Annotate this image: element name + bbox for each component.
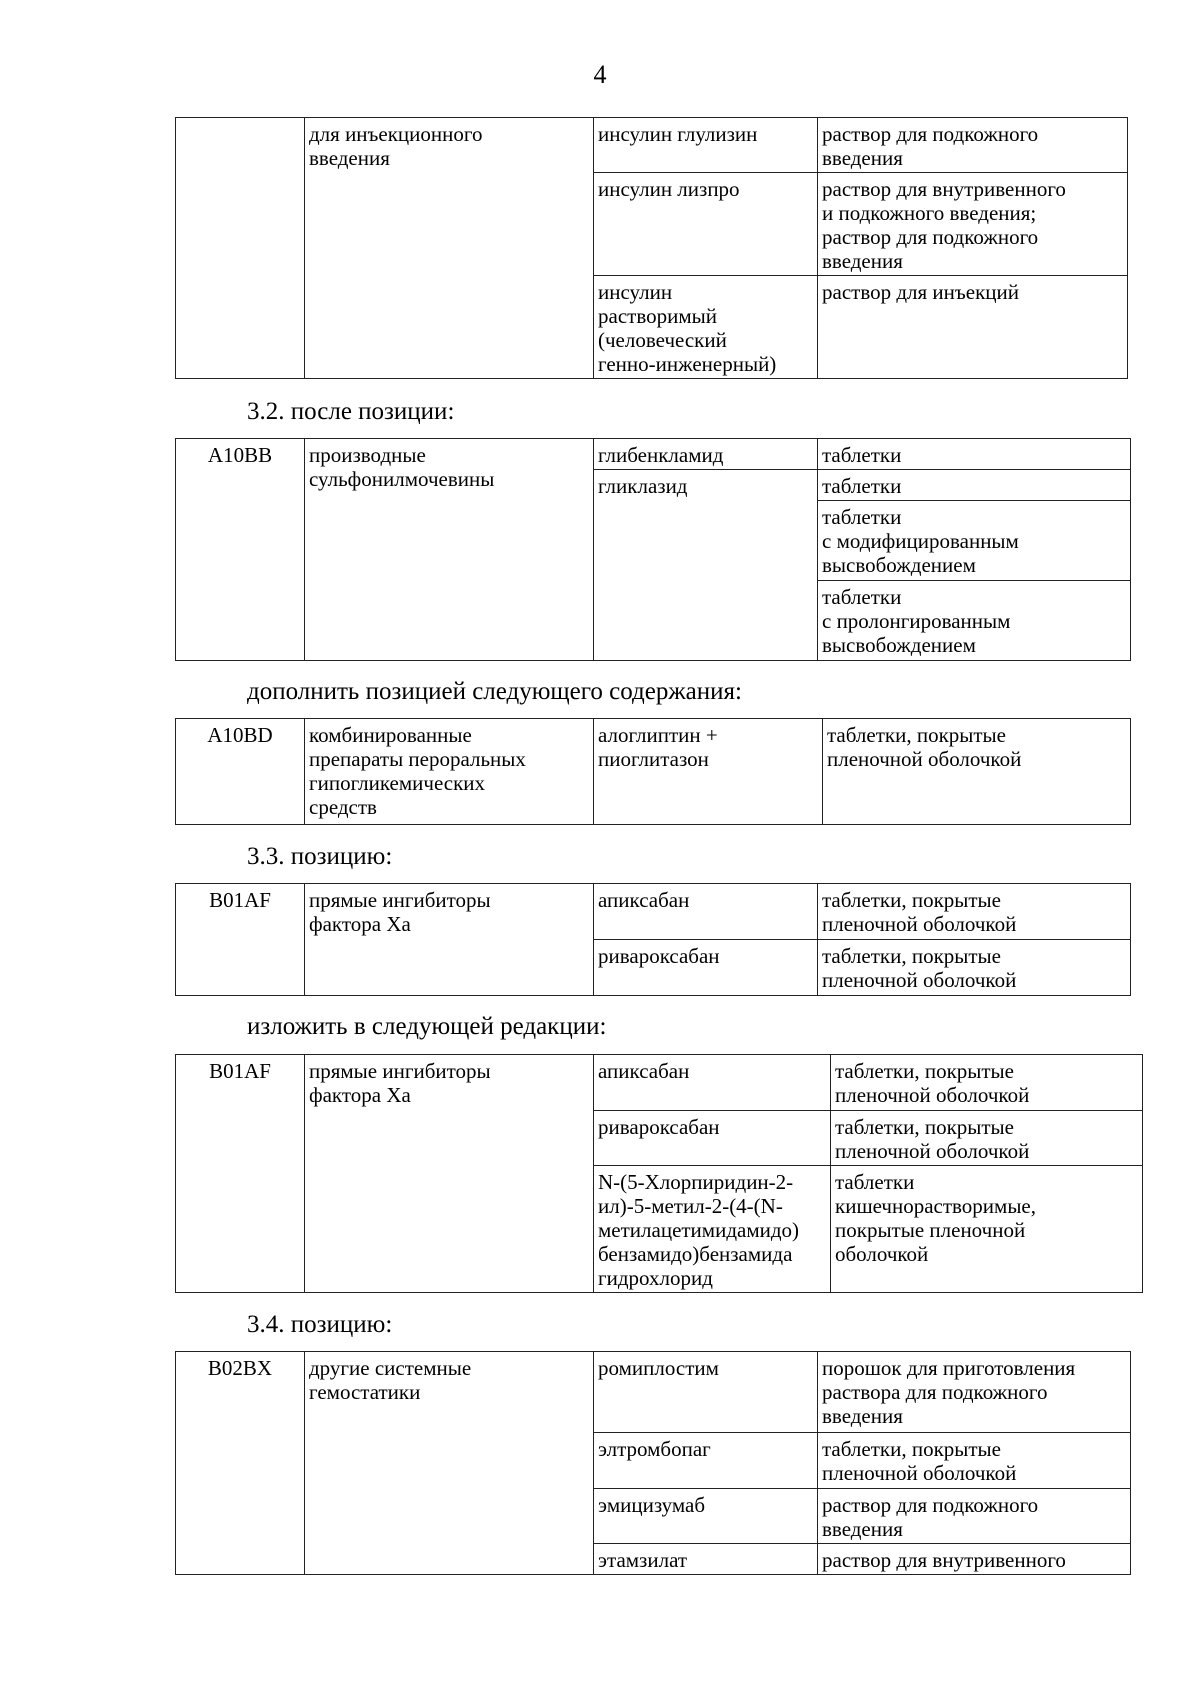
group-text: другие системные гемостатики <box>309 1356 472 1404</box>
form-cell <box>818 581 1131 661</box>
page-number: 4 <box>593 60 607 89</box>
code-text: B01AF <box>209 1059 271 1083</box>
drug-text: ривароксабан <box>598 1115 720 1139</box>
drug-cell <box>594 1489 818 1544</box>
drug-text: этамзилат <box>598 1548 688 1572</box>
code-cell <box>176 439 305 661</box>
table-a10bb <box>175 438 1131 661</box>
code-cell <box>176 1352 305 1575</box>
heading-3-3: 3.3. позицию: <box>247 843 393 870</box>
drug-text: глибенкламид <box>598 443 724 467</box>
form-text: раствор для внутривенного <box>822 1548 1066 1572</box>
form-text: таблетки <box>822 443 902 467</box>
drug-cell <box>594 1111 831 1166</box>
form-text: таблетки, покрытые пленочной оболочкой <box>822 888 1017 936</box>
code-text: A10BB <box>207 443 273 467</box>
form-text: порошок для приготовления раствора для подкожного введения <box>822 1356 1076 1428</box>
group-cell <box>305 1352 594 1575</box>
form-text: раствор для внутривенного и подкожного введения; раствор для подкожного введения <box>822 177 1066 273</box>
table-row <box>176 719 1131 825</box>
group-text: прямые ингибиторы фактора Xa <box>309 888 491 936</box>
heading-edit: изложить в следующей редакции: <box>247 1013 607 1040</box>
table-row <box>176 439 1131 470</box>
form-text: раствор для подкожного введения <box>822 122 1039 170</box>
form-cell <box>818 173 1128 276</box>
code-cell <box>176 1055 305 1293</box>
group-text: для инъекционного введения <box>309 122 483 170</box>
code-cell <box>176 719 305 825</box>
table-row <box>176 884 1131 940</box>
form-cell <box>818 470 1131 501</box>
table-b02bx <box>175 1351 1131 1575</box>
form-cell <box>831 1055 1143 1111</box>
form-cell <box>831 1166 1143 1293</box>
code-text: A10BD <box>207 723 273 747</box>
group-cell <box>305 719 594 825</box>
group-cell <box>305 118 594 379</box>
table-row <box>176 118 1128 173</box>
drug-text: инсулин лизпро <box>598 177 740 201</box>
drug-cell <box>594 118 818 173</box>
drug-text: элтромбопаг <box>598 1437 711 1461</box>
form-cell <box>818 501 1131 581</box>
drug-text: эмицизумаб <box>598 1493 706 1517</box>
drug-text: инсулин глулизин <box>598 122 758 146</box>
code-text: B01AF <box>209 888 271 912</box>
drug-text: гликлазид <box>598 474 688 498</box>
drug-cell <box>594 1166 831 1293</box>
drug-cell <box>594 884 818 940</box>
table-a10bd <box>175 718 1131 825</box>
drug-cell <box>594 1352 818 1433</box>
group-cell <box>305 1055 594 1293</box>
drug-text: апиксабан <box>598 888 690 912</box>
drug-text: инсулин растворимый (человеческий генно-инженерный) <box>598 280 777 376</box>
drug-text: ривароксабан <box>598 944 720 968</box>
drug-cell <box>594 940 818 996</box>
heading-3-4: 3.4. позицию: <box>247 1311 393 1338</box>
drug-cell <box>594 719 823 825</box>
code-text: B02BX <box>207 1356 273 1380</box>
form-text: таблетки, покрытые пленочной оболочкой <box>835 1059 1030 1107</box>
form-cell <box>818 1544 1131 1575</box>
drug-cell <box>594 173 818 276</box>
group-text: производные сульфонилмочевины <box>309 443 495 491</box>
drug-cell <box>594 1055 831 1111</box>
group-text: прямые ингибиторы фактора Xa <box>309 1059 491 1107</box>
code-cell <box>176 884 305 996</box>
form-text: таблетки <box>822 474 902 498</box>
table-insulins <box>175 117 1128 379</box>
heading-add: дополнить позицией следующего содержания: <box>247 678 742 705</box>
drug-cell <box>594 1433 818 1489</box>
form-cell <box>823 719 1131 825</box>
form-cell <box>818 439 1131 470</box>
code-cell <box>176 118 305 379</box>
form-text: таблетки, покрытые пленочной оболочкой <box>827 723 1022 771</box>
form-text: таблетки, покрытые пленочной оболочкой <box>835 1115 1030 1163</box>
form-cell <box>818 884 1131 940</box>
drug-cell <box>594 470 818 661</box>
group-cell <box>305 439 594 661</box>
heading-3-2: 3.2. после позиции: <box>247 398 455 425</box>
drug-cell <box>594 276 818 379</box>
form-text: раствор для подкожного введения <box>822 1493 1039 1541</box>
form-text: таблетки, покрытые пленочной оболочкой <box>822 944 1017 992</box>
group-cell <box>305 884 594 996</box>
table-row <box>176 1352 1131 1433</box>
drug-text: алоглиптин + пиоглитазон <box>598 723 718 771</box>
drug-text: апиксабан <box>598 1059 690 1083</box>
form-cell <box>818 1352 1131 1433</box>
form-cell <box>818 1433 1131 1489</box>
form-text: раствор для инъекций <box>822 280 1019 304</box>
form-cell <box>818 276 1128 379</box>
form-cell <box>818 1489 1131 1544</box>
drug-cell <box>594 1544 818 1575</box>
form-cell <box>818 940 1131 996</box>
drug-text: N-(5-Хлорпиридин-2- ил)-5-метил-2-(4-(N- метилацетимидамидо) бензамидо)бензамида гидрохлорид <box>598 1170 800 1290</box>
form-cell <box>831 1111 1143 1166</box>
drug-text: ромиплостим <box>598 1356 719 1380</box>
table-b01af-new <box>175 1054 1143 1293</box>
form-text: таблетки с пролонгированным высвобождением <box>822 585 1011 657</box>
group-text: комбинированные препараты пероральных гипогликемических средств <box>309 723 526 819</box>
form-text: таблетки, покрытые пленочной оболочкой <box>822 1437 1017 1485</box>
table-row <box>176 1055 1143 1111</box>
form-cell <box>818 118 1128 173</box>
form-text: таблетки кишечнорастворимые, покрытые пленочной оболочкой <box>835 1170 1037 1266</box>
table-b01af-old <box>175 883 1131 996</box>
form-text: таблетки с модифицированным высвобождением <box>822 505 1019 577</box>
drug-cell <box>594 439 818 470</box>
